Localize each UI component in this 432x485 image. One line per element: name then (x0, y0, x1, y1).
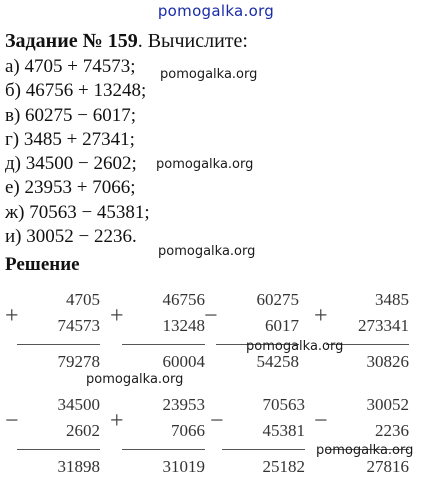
second-operand: 6017 (265, 316, 299, 335)
exercise-item: г) 3485 + 27341; (5, 128, 135, 150)
watermark: pomogalka.org (160, 67, 258, 82)
operator-sign: − (210, 408, 224, 434)
watermark: pomogalka.org (156, 157, 254, 172)
first-operand: 23953 (162, 395, 205, 414)
column-calc-f (110, 395, 205, 485)
first-operand: 60275 (256, 290, 299, 309)
operator-sign: + (110, 408, 124, 434)
exercise-list (5, 55, 150, 249)
operator-sign: + (5, 303, 19, 329)
result: 31898 (57, 457, 100, 476)
operator-sign: − (5, 408, 19, 434)
second-operand: 2602 (66, 421, 100, 440)
operator-sign: + (110, 303, 124, 329)
second-operand: 74573 (57, 316, 100, 335)
watermark: pomogalka.org (316, 443, 414, 458)
task-instruction: . Вычислите: (137, 30, 248, 52)
result: 31019 (162, 457, 205, 476)
sum-line (17, 449, 100, 450)
result: 60004 (162, 352, 205, 371)
first-operand: 34500 (57, 395, 100, 414)
exercise-item: е) 23953 + 7066; (5, 177, 136, 199)
result: 25182 (262, 457, 305, 476)
result: 79278 (57, 352, 100, 371)
first-operand: 70563 (262, 395, 305, 414)
result: 54258 (256, 352, 299, 371)
column-calc-e (5, 395, 100, 485)
sum-line (17, 344, 100, 345)
operator-sign: − (314, 408, 328, 434)
solution-heading: Решение (5, 254, 80, 275)
watermark: pomogalka.org (158, 244, 256, 259)
task-header (5, 30, 248, 53)
first-operand: 3485 (375, 290, 409, 309)
sum-line (222, 449, 305, 450)
sum-line (122, 449, 205, 450)
result: 30826 (366, 352, 409, 371)
exercise-item: д) 34500 − 2602; (5, 153, 137, 175)
result: 27816 (366, 457, 409, 476)
column-calc-g (210, 395, 305, 485)
exercise-item: а) 4705 + 74573; (5, 56, 136, 77)
second-operand: 7066 (171, 421, 205, 440)
column-calc-d (314, 290, 409, 380)
column-calc-c (204, 290, 299, 380)
column-calc-b (110, 290, 205, 380)
second-operand: 13248 (162, 316, 205, 335)
second-operand: 273341 (358, 316, 409, 335)
first-operand: 30052 (366, 395, 409, 414)
watermark: pomogalka.org (246, 339, 344, 354)
column-calc-h (314, 395, 409, 485)
watermark: pomogalka.org (86, 372, 184, 387)
column-calc-a (5, 290, 100, 380)
watermark-top: pomogalka.org (157, 2, 275, 20)
exercise-item: и) 30052 − 2236. (5, 226, 137, 248)
first-operand: 46756 (162, 290, 205, 309)
second-operand: 45381 (262, 421, 305, 440)
sum-line (122, 344, 205, 345)
first-operand: 4705 (66, 290, 100, 309)
exercise-item: ж) 70563 − 45381; (5, 201, 150, 223)
task-number: Задание № 159 (5, 30, 138, 52)
operator-sign: + (314, 303, 328, 329)
second-operand: 2236 (375, 421, 409, 440)
exercise-item: в) 60275 − 6017; (5, 104, 137, 126)
operator-sign: − (204, 303, 218, 329)
exercise-item: б) 46756 + 13248; (5, 80, 147, 102)
